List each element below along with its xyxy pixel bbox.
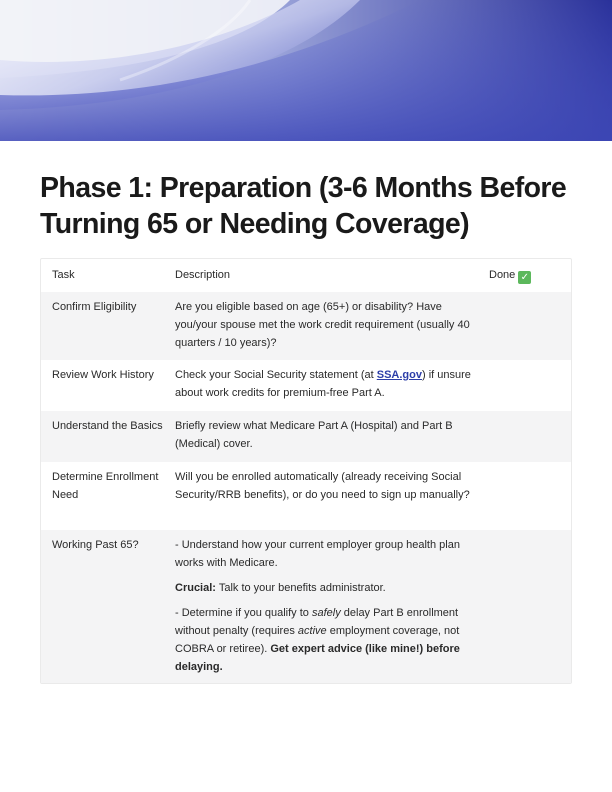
description-paragraph <box>175 604 479 676</box>
checklist-table <box>40 258 572 684</box>
column-header-done <box>489 266 571 292</box>
crucial-label: Crucial: <box>175 582 216 594</box>
task-cell: Understand the Basics <box>52 420 163 432</box>
done-cell[interactable] <box>489 366 571 411</box>
description-cell: Will you be enrolled automatically (already receiving Social Security/RRB benefits), or do you need to sign up manually? <box>175 471 470 501</box>
description-cell <box>175 536 489 683</box>
description-cell <box>175 366 489 411</box>
description-cell: Briefly review what Medicare Part A (Hospital) and Part B (Medical) cover. <box>175 420 453 450</box>
task-cell: Determine Enrollment Need <box>52 471 159 501</box>
done-cell[interactable] <box>489 417 571 462</box>
column-header-done-label: Done <box>489 269 516 281</box>
description-text: - Determine if you qualify to <box>175 607 312 619</box>
ssa-gov-link[interactable]: SSA.gov <box>376 369 422 381</box>
hero-banner <box>0 0 612 141</box>
table-row <box>41 411 571 462</box>
column-header-task: Task <box>52 269 75 281</box>
table-row <box>41 462 571 530</box>
task-cell: Confirm Eligibility <box>52 301 137 313</box>
description-paragraph: - Understand how your current employer group health plan works with Medicare. <box>175 539 460 569</box>
task-cell: Working Past 65? <box>52 539 139 551</box>
description-text: ) if unsure about work credits for premium-free Part A. <box>175 369 471 399</box>
abstract-wave-graphic <box>0 0 612 141</box>
description-text: Talk to your benefits administrator. <box>215 582 386 594</box>
emphasis-text: active <box>297 625 327 637</box>
table-header-row <box>41 259 571 292</box>
description-cell: Are you eligible based on age (65+) or disability? Have you/your spouse met the work credit requirement (usually 40 quarters / 10 years)? <box>175 301 470 349</box>
description-paragraph <box>175 579 479 597</box>
emphasis-text: safely <box>311 607 341 619</box>
table-row <box>41 530 571 683</box>
page-title: Phase 1: Preparation (3-6 Months Before Turning 65 or Needing Coverage) <box>40 172 567 240</box>
description-text: Check your Social Security statement (at <box>175 369 377 381</box>
description-text: delay Part B enrollment without penalty (requires <box>175 607 459 637</box>
check-mark-icon: ✓ <box>518 271 531 284</box>
done-cell[interactable] <box>489 468 571 530</box>
column-header-description: Description <box>175 269 231 281</box>
done-cell[interactable] <box>489 298 571 360</box>
description-text: employment coverage, not COBRA or retiree). <box>175 625 460 655</box>
task-cell: Review Work History <box>52 369 154 381</box>
table-row <box>41 292 571 360</box>
done-cell[interactable] <box>489 536 571 683</box>
table-row <box>41 360 571 411</box>
expert-advice-callout: Get expert advice (like mine!) before delaying. <box>175 643 460 673</box>
